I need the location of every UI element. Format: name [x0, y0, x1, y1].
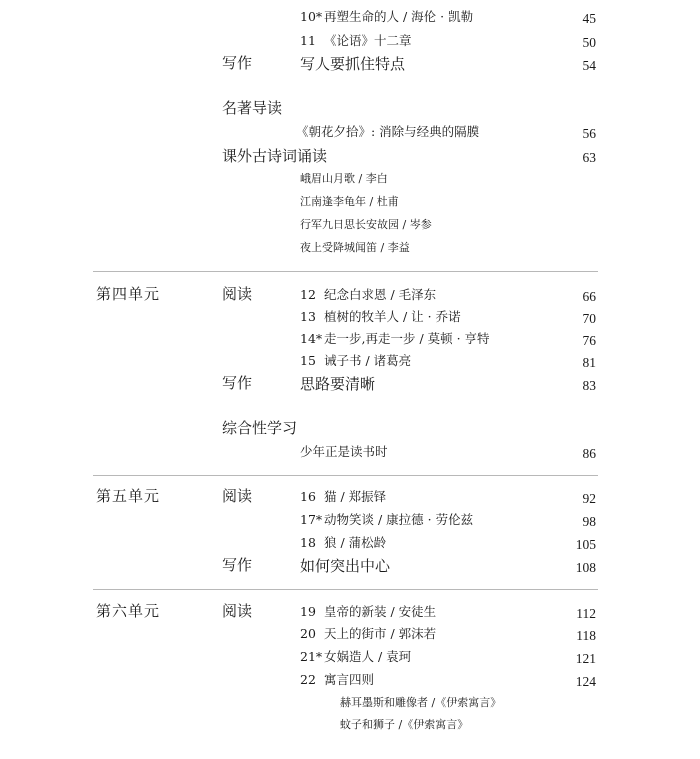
poems-heading: 课外古诗词诵读 [222, 147, 328, 165]
page-number: 76 [582, 333, 596, 348]
lesson-number: 10* [300, 9, 323, 24]
unit-title: 第六单元 [96, 602, 161, 620]
section-divider [93, 475, 598, 476]
lesson-title: 走一步,再走一步 / 莫顿 · 亨特 [324, 331, 490, 346]
integrated-study-title: 少年正是读书时 [300, 444, 388, 459]
page-number: 56 [582, 126, 596, 141]
lesson-title: 植树的牧羊人 / 让 · 乔诺 [324, 309, 461, 324]
page-number: 81 [582, 355, 596, 370]
unit-title: 第四单元 [96, 285, 161, 303]
page-number: 98 [582, 514, 596, 529]
lesson-title: 皇帝的新装 / 安徒生 [324, 604, 437, 619]
poem-item: 峨眉山月歌 / 李白 [300, 172, 388, 185]
page-number: 66 [582, 289, 596, 304]
lesson-number: 21* [300, 649, 323, 664]
page-number: 92 [582, 491, 596, 506]
page-number: 121 [575, 651, 596, 666]
writing-title: 如何突出中心 [300, 557, 391, 575]
section-divider [93, 589, 598, 590]
lesson-title: 天上的街市 / 郭沫若 [324, 626, 437, 641]
lesson-number: 20 [300, 626, 316, 641]
page-number: 108 [575, 560, 596, 575]
lesson-title: 诫子书 / 诸葛亮 [324, 353, 412, 368]
page-number: 70 [582, 311, 596, 326]
lesson-title: 再塑生命的人 / 海伦 · 凯勒 [324, 9, 474, 24]
unit-title: 第五单元 [96, 487, 161, 505]
classics-title: 《朝花夕拾》: 消除与经典的隔膜 [296, 124, 480, 139]
writing-title: 思路要清晰 [300, 375, 376, 393]
section-divider [93, 271, 598, 272]
reading-label: 阅读 [222, 602, 253, 620]
poem-item: 行军九日思长安故园 / 岑参 [300, 218, 432, 231]
lesson-title: 女娲造人 / 袁珂 [324, 649, 412, 664]
writing-label: 写作 [222, 54, 253, 72]
fable-item: 蚊子和狮子 /《伊索寓言》 [340, 718, 469, 731]
page-number: 118 [576, 628, 596, 643]
page-number: 86 [582, 446, 596, 461]
page-number: 83 [582, 378, 596, 393]
lesson-title: 狼 / 蒲松龄 [324, 535, 387, 550]
page-number: 63 [582, 150, 596, 165]
classics-heading: 名著导读 [222, 99, 283, 117]
lesson-number: 15 [300, 353, 316, 368]
fable-item: 赫耳墨斯和雕像者 /《伊索寓言》 [340, 696, 502, 709]
page-number: 50 [582, 35, 596, 50]
page-number: 124 [575, 674, 596, 689]
lesson-title: 猫 / 郑振铎 [324, 489, 387, 504]
lesson-title: 动物笑谈 / 康拉德 · 劳伦兹 [324, 512, 474, 527]
writing-title: 写人要抓住特点 [300, 55, 406, 73]
lesson-number: 12 [300, 287, 316, 302]
lesson-number: 18 [300, 535, 316, 550]
lesson-number: 14* [300, 331, 323, 346]
lesson-title: 寓言四则 [324, 672, 375, 687]
page-number: 105 [575, 537, 596, 552]
poem-item: 夜上受降城闻笛 / 李益 [300, 241, 410, 254]
reading-label: 阅读 [222, 285, 253, 303]
page-number: 54 [582, 58, 596, 73]
poem-item: 江南逢李龟年 / 杜甫 [300, 195, 399, 208]
writing-label: 写作 [222, 556, 253, 574]
lesson-title: 纪念白求恩 / 毛泽东 [324, 287, 437, 302]
writing-label: 写作 [222, 374, 253, 392]
page-number: 45 [582, 11, 596, 26]
integrated-study-heading: 综合性学习 [222, 419, 298, 437]
lesson-number: 17* [300, 512, 323, 527]
lesson-number: 19 [300, 604, 316, 619]
lesson-title: 《论语》十二章 [324, 33, 412, 48]
lesson-number: 11 [300, 33, 316, 48]
lesson-number: 16 [300, 489, 316, 504]
lesson-number: 13 [300, 309, 316, 324]
page-number: 112 [576, 606, 596, 621]
reading-label: 阅读 [222, 487, 253, 505]
lesson-number: 22 [300, 672, 316, 687]
